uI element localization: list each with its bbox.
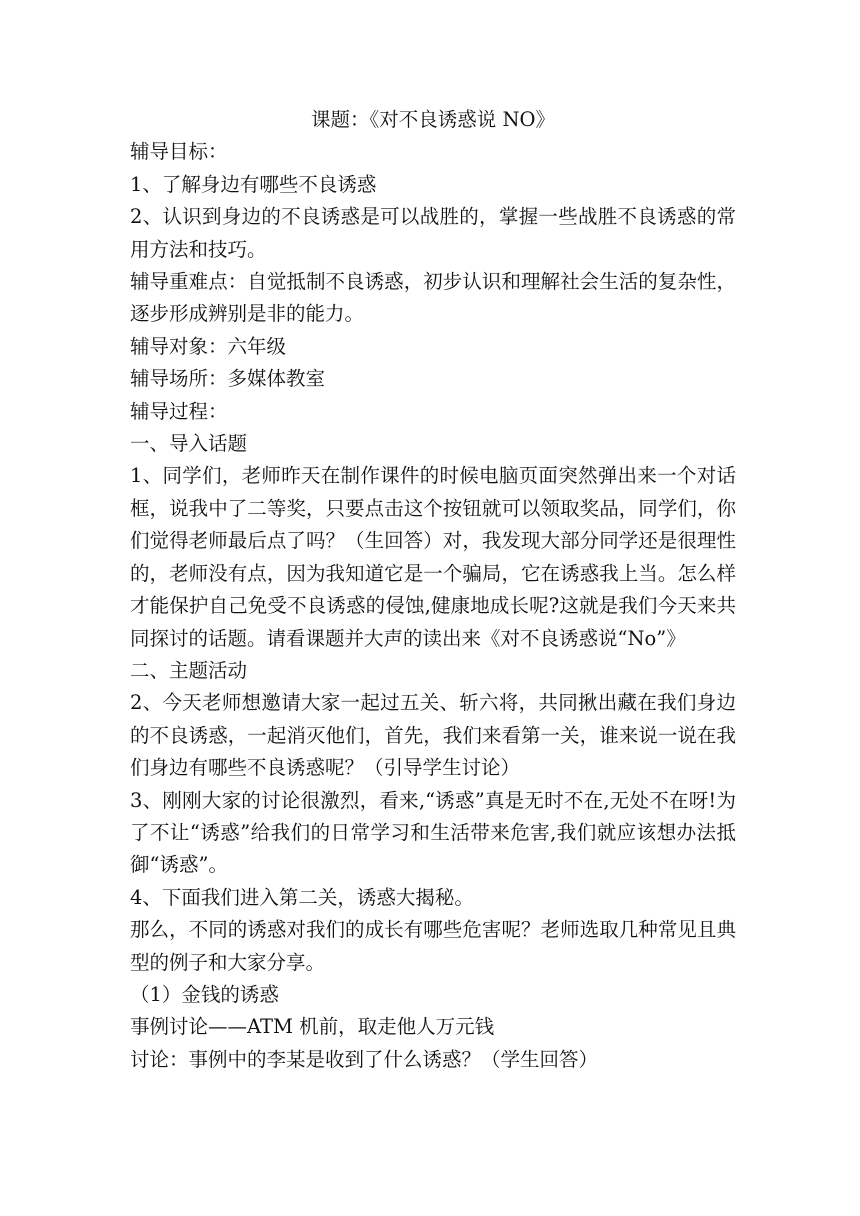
- case-title: 事例讨论——ATM 机前，取走他人万元钱: [130, 1015, 495, 1039]
- paragraph: 3、刚刚大家的讨论很激烈，看来,“诱惑”真是无时不在,无处不在呀!为了不让“诱惑”给我们的日常学习和生活带来危害,我们就应该想办法抵御“诱惑”。: [130, 788, 736, 877]
- objective-item: 2、认识到身边的不良诱惑是可以战胜的，掌握一些战胜不良诱惑的常用方法和技巧。: [130, 205, 736, 261]
- document-title: 课题：《对不良诱惑说 NO》: [311, 108, 555, 131]
- paragraph: 1、同学们，老师昨天在制作课件的时候电脑页面突然弹出来一个对话框，说我中了二等奖，只要点击这个按钮就可以领取奖品，同学们，你们觉得老师最后点了吗？（生回答）对，我发现大部分同学还是很理性的，老师没有点，因为我知道它是一个骗局，它在诱惑我上当。怎么样才能保护自己免受不良诱惑的侵蚀,健康地成长呢?这就是我们今天来共同探讨的话题。请看课题并大声的读出来《对不良诱惑说“No”》: [130, 464, 736, 650]
- subsection-heading: （1）金钱的诱惑: [130, 982, 279, 1006]
- section-heading: 二、主题活动: [130, 658, 248, 682]
- audience: 辅导对象：六年级: [130, 334, 287, 358]
- key-points: 辅导重难点：自觉抵制不良诱惑，初步认识和理解社会生活的复杂性，逐步形成辨别是非的能力。: [130, 270, 736, 326]
- discussion-prompt: 讨论：事例中的李某是收到了什么诱惑？（学生回答）: [130, 1047, 599, 1071]
- objectives-heading: 辅导目标：: [130, 140, 228, 164]
- paragraph: 2、今天老师想邀请大家一起过五关、斩六将，共同揪出藏在我们身边的不良诱惑，一起消灭他们，首先，我们来看第一关，谁来说一说在我们身边有哪些不良诱惑呢？（引导学生讨论）: [130, 691, 736, 780]
- process-heading: 辅导过程：: [130, 399, 228, 423]
- objective-item: 1、了解身边有哪些不良诱惑: [130, 172, 377, 196]
- venue: 辅导场所：多媒体教室: [130, 367, 326, 391]
- paragraph: 4、下面我们进入第二关，诱惑大揭秘。: [130, 885, 474, 909]
- document-body: [130, 104, 736, 1076]
- section-heading: 一、导入话题: [130, 432, 248, 456]
- paragraph: 那么，不同的诱惑对我们的成长有哪些危害呢？老师选取几种常见且典型的例子和大家分享。: [130, 918, 736, 974]
